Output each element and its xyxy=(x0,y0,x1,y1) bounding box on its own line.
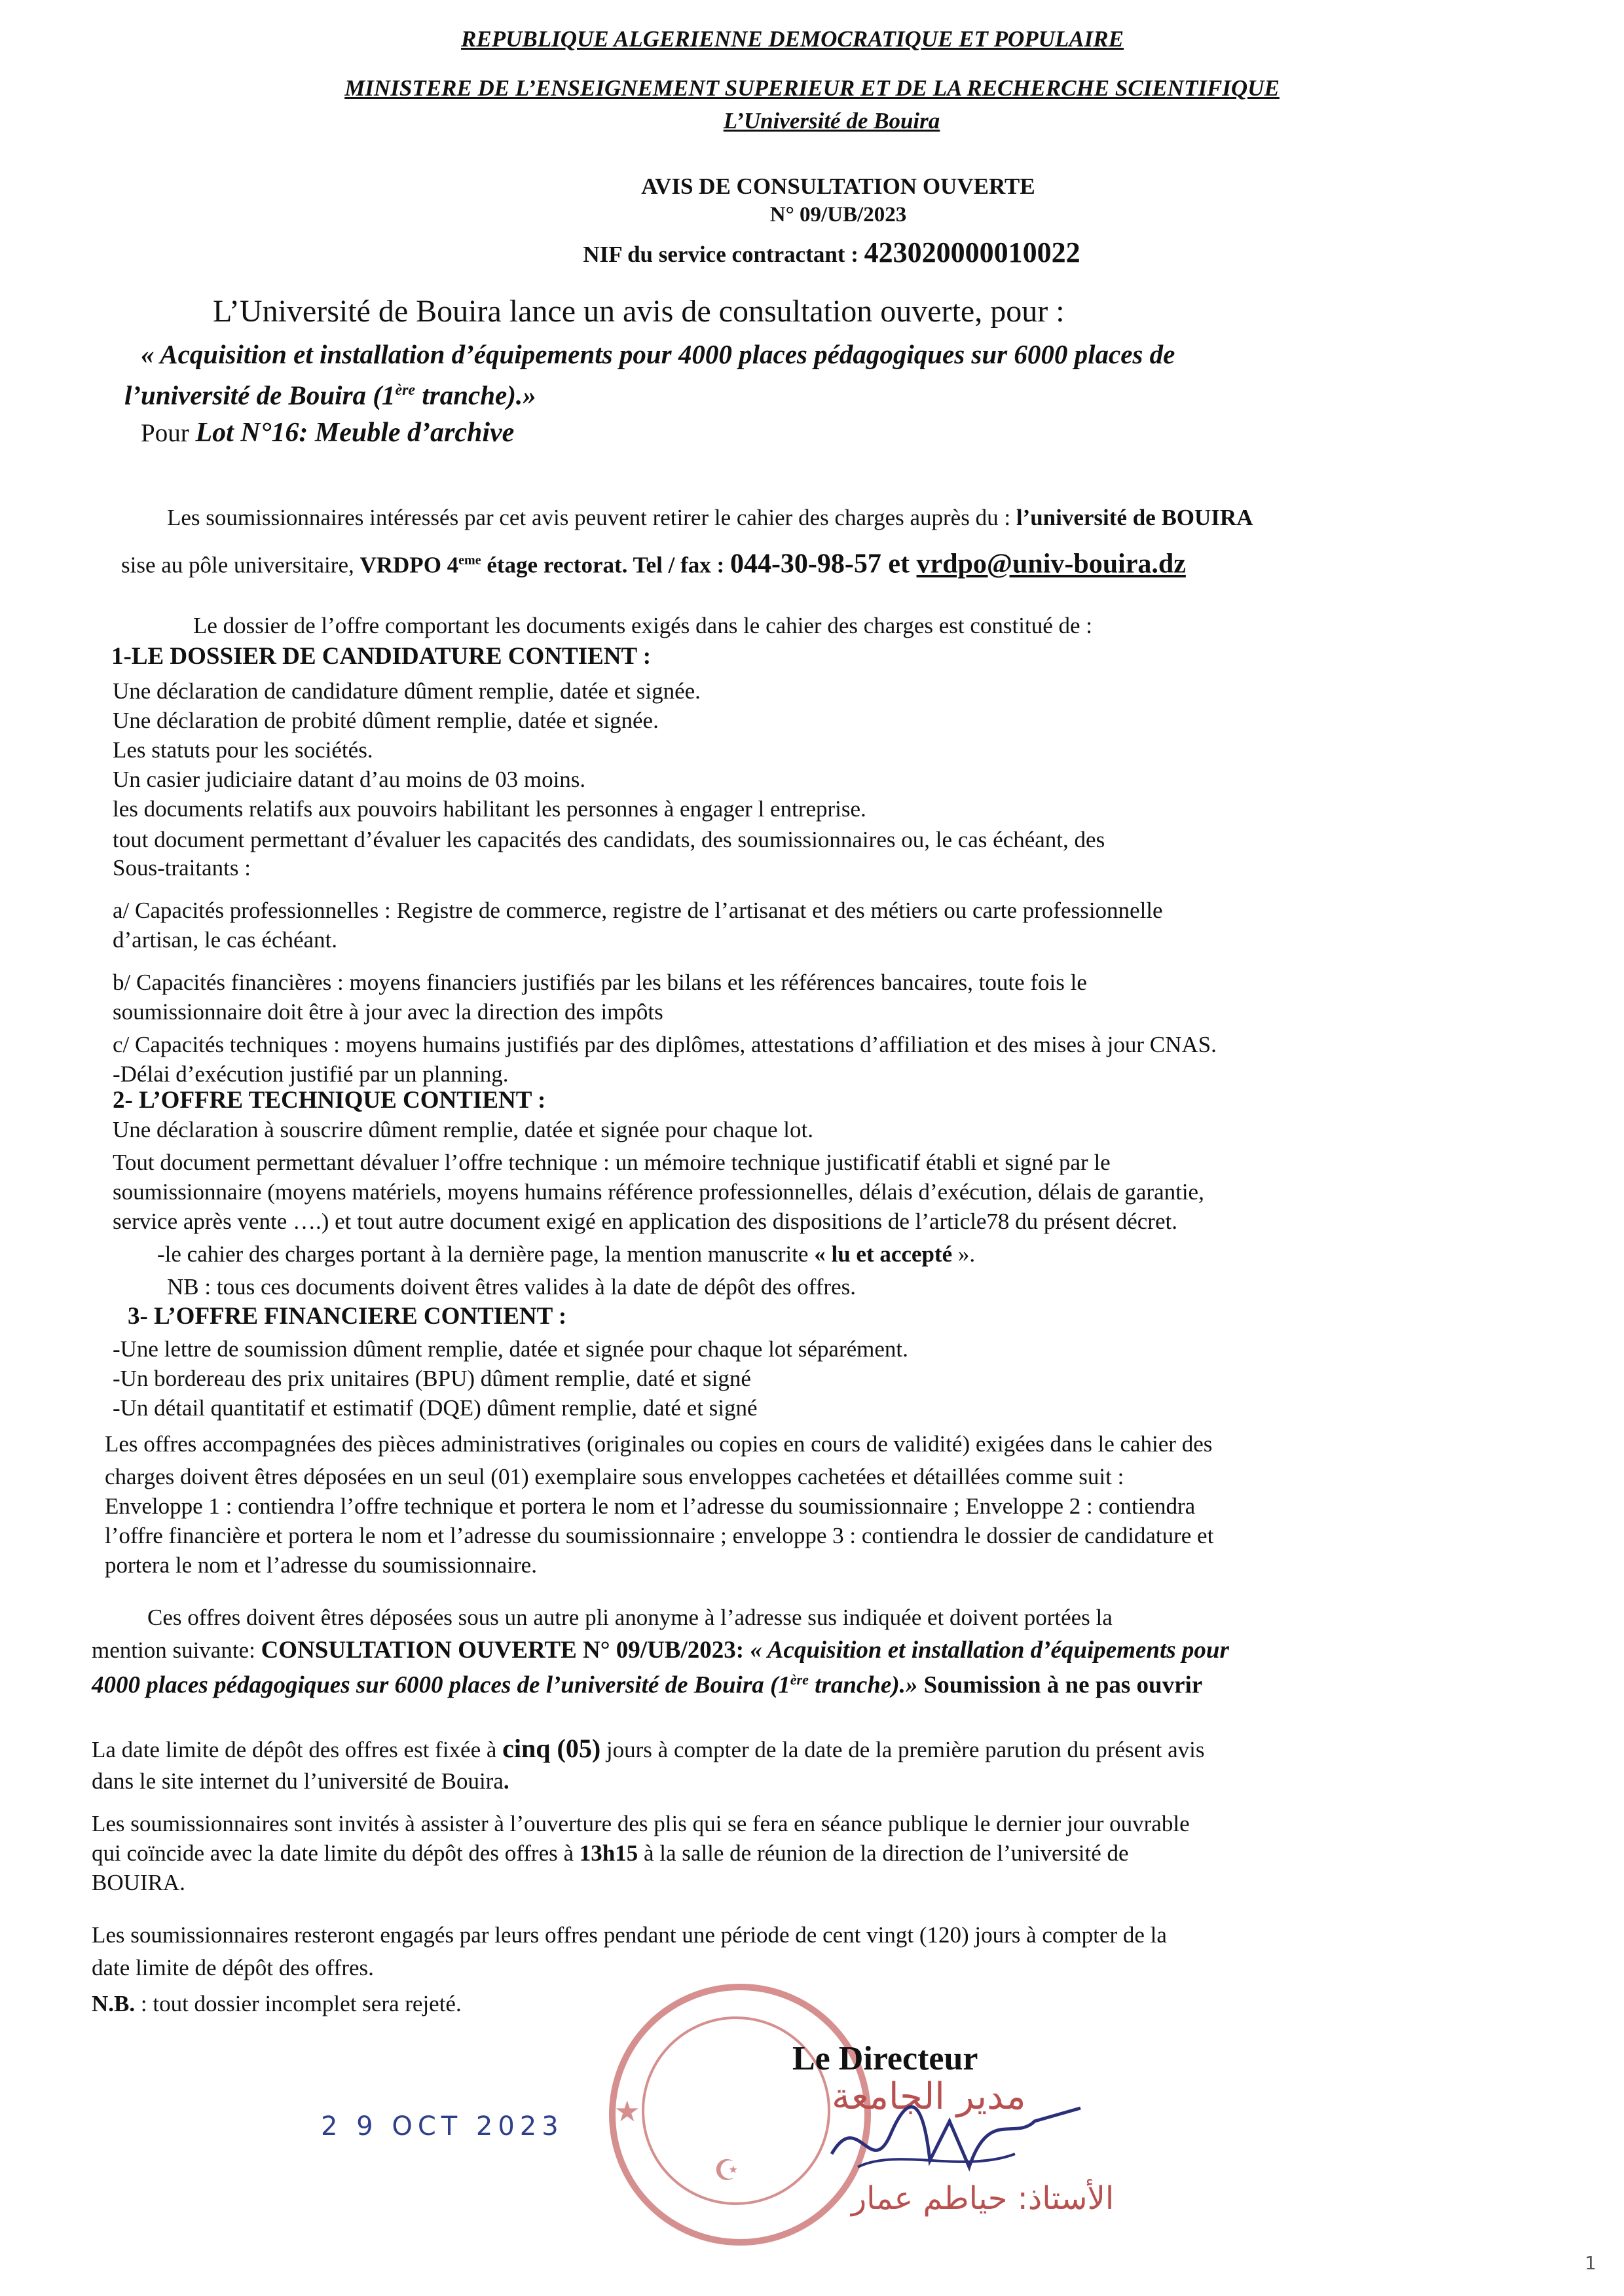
arabic-director-name: الأستاذ: حياطم عمار xyxy=(851,2180,1115,2217)
s1-line: b/ Capacités financières : moyens financiers justifiés par les bilans et les références bancaires, toute fois le xyxy=(113,970,1087,995)
enveloppes-line: charges doivent êtres déposées en un seul (01) exemplaire sous enveloppes cachetées et détaillées comme suit : xyxy=(105,1464,1124,1489)
s2-line: soumissionnaire (moyens matériels, moyens humains référence professionnelles, délais d’exécution, délais de garantie, xyxy=(113,1179,1204,1205)
depot-line-1: Ces offres doivent êtres déposées sous un autre pli anonyme à l’adresse sus indiquée et doivent portées la xyxy=(147,1605,1113,1630)
dossier-intro: Le dossier de l’offre comportant les documents exigés dans le cahier des charges est constitué de : xyxy=(193,613,1092,638)
delai-line-2: dans le site internet du l’université de Bouira. xyxy=(92,1768,509,1794)
section-1-title: 1-LE DOSSIER DE CANDIDATURE CONTIENT : xyxy=(111,643,652,670)
engagement-line-1: Les soumissionnaires resteront engagés par leurs offres pendant une période de cent vingt (120) jours à compter de la xyxy=(92,1922,1167,1948)
s1-line: tout document permettant d’évaluer les capacités des candidats, des soumissionnaires ou, le cas échéant, des xyxy=(113,827,1105,852)
university-header: L’Université de Bouira xyxy=(723,108,940,134)
ministry-header: MINISTERE DE L’ENSEIGNEMENT SUPERIEUR ET DE LA RECHERCHE SCIENTIFIQUE xyxy=(344,75,1280,101)
s1-line: Un casier judiciaire datant d’au moins de 03 moins. xyxy=(113,767,586,792)
lot-title: Lot N°16: Meuble d’archive xyxy=(195,418,515,448)
crescent-star-icon: ☪ xyxy=(714,2155,740,2187)
s1-line: c/ Capacités techniques : moyens humains justifiés par des diplômes, attestations d’affiliation et des mises à jour CNAS. xyxy=(113,1032,1217,1057)
nif-label: NIF du service contractant : xyxy=(583,242,864,267)
notice-number: N° 09/UB/2023 xyxy=(769,203,907,227)
nif-line xyxy=(20,236,1624,269)
s2-cahier-line: -le cahier des charges portant à la dernière page, la mention manuscrite « lu et accepté ». xyxy=(157,1241,976,1267)
depot-line-2: mention suivante: CONSULTATION OUVERTE N° 09/UB/2023: « Acquisition et installation d’équipements pour xyxy=(92,1637,1229,1664)
director-title: Le Directeur xyxy=(792,2040,978,2077)
s3-line: -Un bordereau des prix unitaires (BPU) dûment remplie, daté et signé xyxy=(113,1366,751,1391)
ouverture-line-2: qui coïncide avec la date limite du dépôt des offres à 13h15 à la salle de réunion de la direction de l’université de xyxy=(92,1840,1129,1866)
s1-line: les documents relatifs aux pouvoirs habilitant les personnes à engager l entreprise. xyxy=(113,796,866,822)
nif-value: 423020000010022 xyxy=(864,236,1080,268)
s1-line: Les statuts pour les sociétés. xyxy=(113,737,373,763)
date-stamp: 2 9 OCT 2023 xyxy=(321,2111,564,2141)
s1-line: -Délai d’exécution justifié par un planning. xyxy=(113,1061,509,1087)
s1-line: a/ Capacités professionnelles : Registre de commerce, registre de l’artisanat et des métiers ou carte professionnelle xyxy=(113,898,1163,923)
s1-line: d’artisan, le cas échéant. xyxy=(113,927,338,953)
delai-line-1: La date limite de dépôt des offres est fixée à cinq (05) jours à compter de la date de la première parution du présent avis xyxy=(92,1734,1205,1763)
object-line-2: l’université de Bouira (1ère tranche).» xyxy=(124,380,536,410)
object-line-1: « Acquisition et installation d’équipements pour 4000 places pédagogiques sur 6000 places de xyxy=(141,339,1175,369)
s1-line: soumissionnaire doit être à jour avec la direction des impôts xyxy=(113,999,663,1025)
s3-line: -Un détail quantitatif et estimatif (DQE) dûment remplie, daté et signé xyxy=(113,1395,758,1421)
page-number: 1 xyxy=(1585,2252,1596,2274)
ouverture-line-1: Les soumissionnaires sont invités à assister à l’ouverture des plis qui se fera en séance publique le dernier jour ouvrable xyxy=(92,1811,1190,1836)
republic-header: REPUBLIQUE ALGERIENNE DEMOCRATIQUE ET POPULAIRE xyxy=(461,26,1124,52)
enveloppes-line: portera le nom et l’adresse du soumissionnaire. xyxy=(105,1552,537,1578)
s2-nb-line: NB : tous ces documents doivent êtres valides à la date de dépôt des offres. xyxy=(167,1274,856,1300)
lot-line xyxy=(141,419,514,447)
nb-line: N.B. : tout dossier incomplet sera rejeté. xyxy=(92,1991,462,2016)
phone-number: 044-30-98-57 xyxy=(729,549,881,579)
s2-line: Tout document permettant dévaluer l’offre technique : un mémoire technique justificatif établi et signé par le xyxy=(113,1150,1111,1175)
depot-line-3: 4000 places pédagogiques sur 6000 places de l’université de Bouira (1ère tranche).» Soumission à ne pas ouvrir xyxy=(92,1671,1203,1699)
engagement-line-2: date limite de dépôt des offres. xyxy=(92,1955,374,1980)
s1-line: Une déclaration de candidature dûment remplie, datée et signée. xyxy=(113,678,701,704)
section-3-title: 3- L’OFFRE FINANCIERE CONTIENT : xyxy=(128,1303,567,1330)
star-icon: ★ xyxy=(614,2096,640,2128)
lot-prefix: Pour xyxy=(141,419,196,447)
enveloppes-line: Les offres accompagnées des pièces administratives (originales ou copies en cours de validité) exigées dans le cahier des xyxy=(105,1431,1213,1457)
retrait-line-2: sise au pôle universitaire, VRDPO 4eme étage rectorat. Tel / fax : 044-30-98-57 et vrdpo@univ-bouira.dz xyxy=(121,549,1186,579)
s3-line: -Une lettre de soumission dûment remplie, datée et signée pour chaque lot séparément. xyxy=(113,1336,908,1362)
notice-title: AVIS DE CONSULTATION OUVERTE xyxy=(641,173,1035,199)
s2-line: service après vente ….) et tout autre document exigé en application des dispositions de l’article78 du présent décret. xyxy=(113,1209,1177,1234)
s1-line: Une déclaration de probité dûment remplie, datée et signée. xyxy=(113,708,659,733)
s2-line: Une déclaration à souscrire dûment remplie, datée et signée pour chaque lot. xyxy=(113,1117,813,1142)
intro-line: L’Université de Bouira lance un avis de consultation ouverte, pour : xyxy=(213,294,1065,329)
arabic-director-title: مدير الجامعة xyxy=(832,2075,1026,2118)
section-2-title: 2- L’OFFRE TECHNIQUE CONTIENT : xyxy=(113,1087,546,1114)
retrait-line-1: Les soumissionnaires intéressés par cet avis peuvent retirer le cahier des charges auprès du : l’université de BOUIRA xyxy=(167,505,1253,530)
handwritten-signature xyxy=(819,2082,1094,2187)
enveloppes-line: l’offre financière et portera le nom et l’adresse du soumissionnaire ; enveloppe 3 : contiendra le dossier de candidature et xyxy=(105,1523,1214,1548)
email-link[interactable]: vrdpo@univ-bouira.dz xyxy=(916,549,1186,579)
s1-line: Sous-traitants : xyxy=(113,855,251,881)
ouverture-line-3: BOUIRA. xyxy=(92,1870,185,1895)
enveloppes-line: Enveloppe 1 : contiendra l’offre technique et portera le nom et l’adresse du soumissionnaire ; Enveloppe 2 : contiendra xyxy=(105,1493,1196,1519)
